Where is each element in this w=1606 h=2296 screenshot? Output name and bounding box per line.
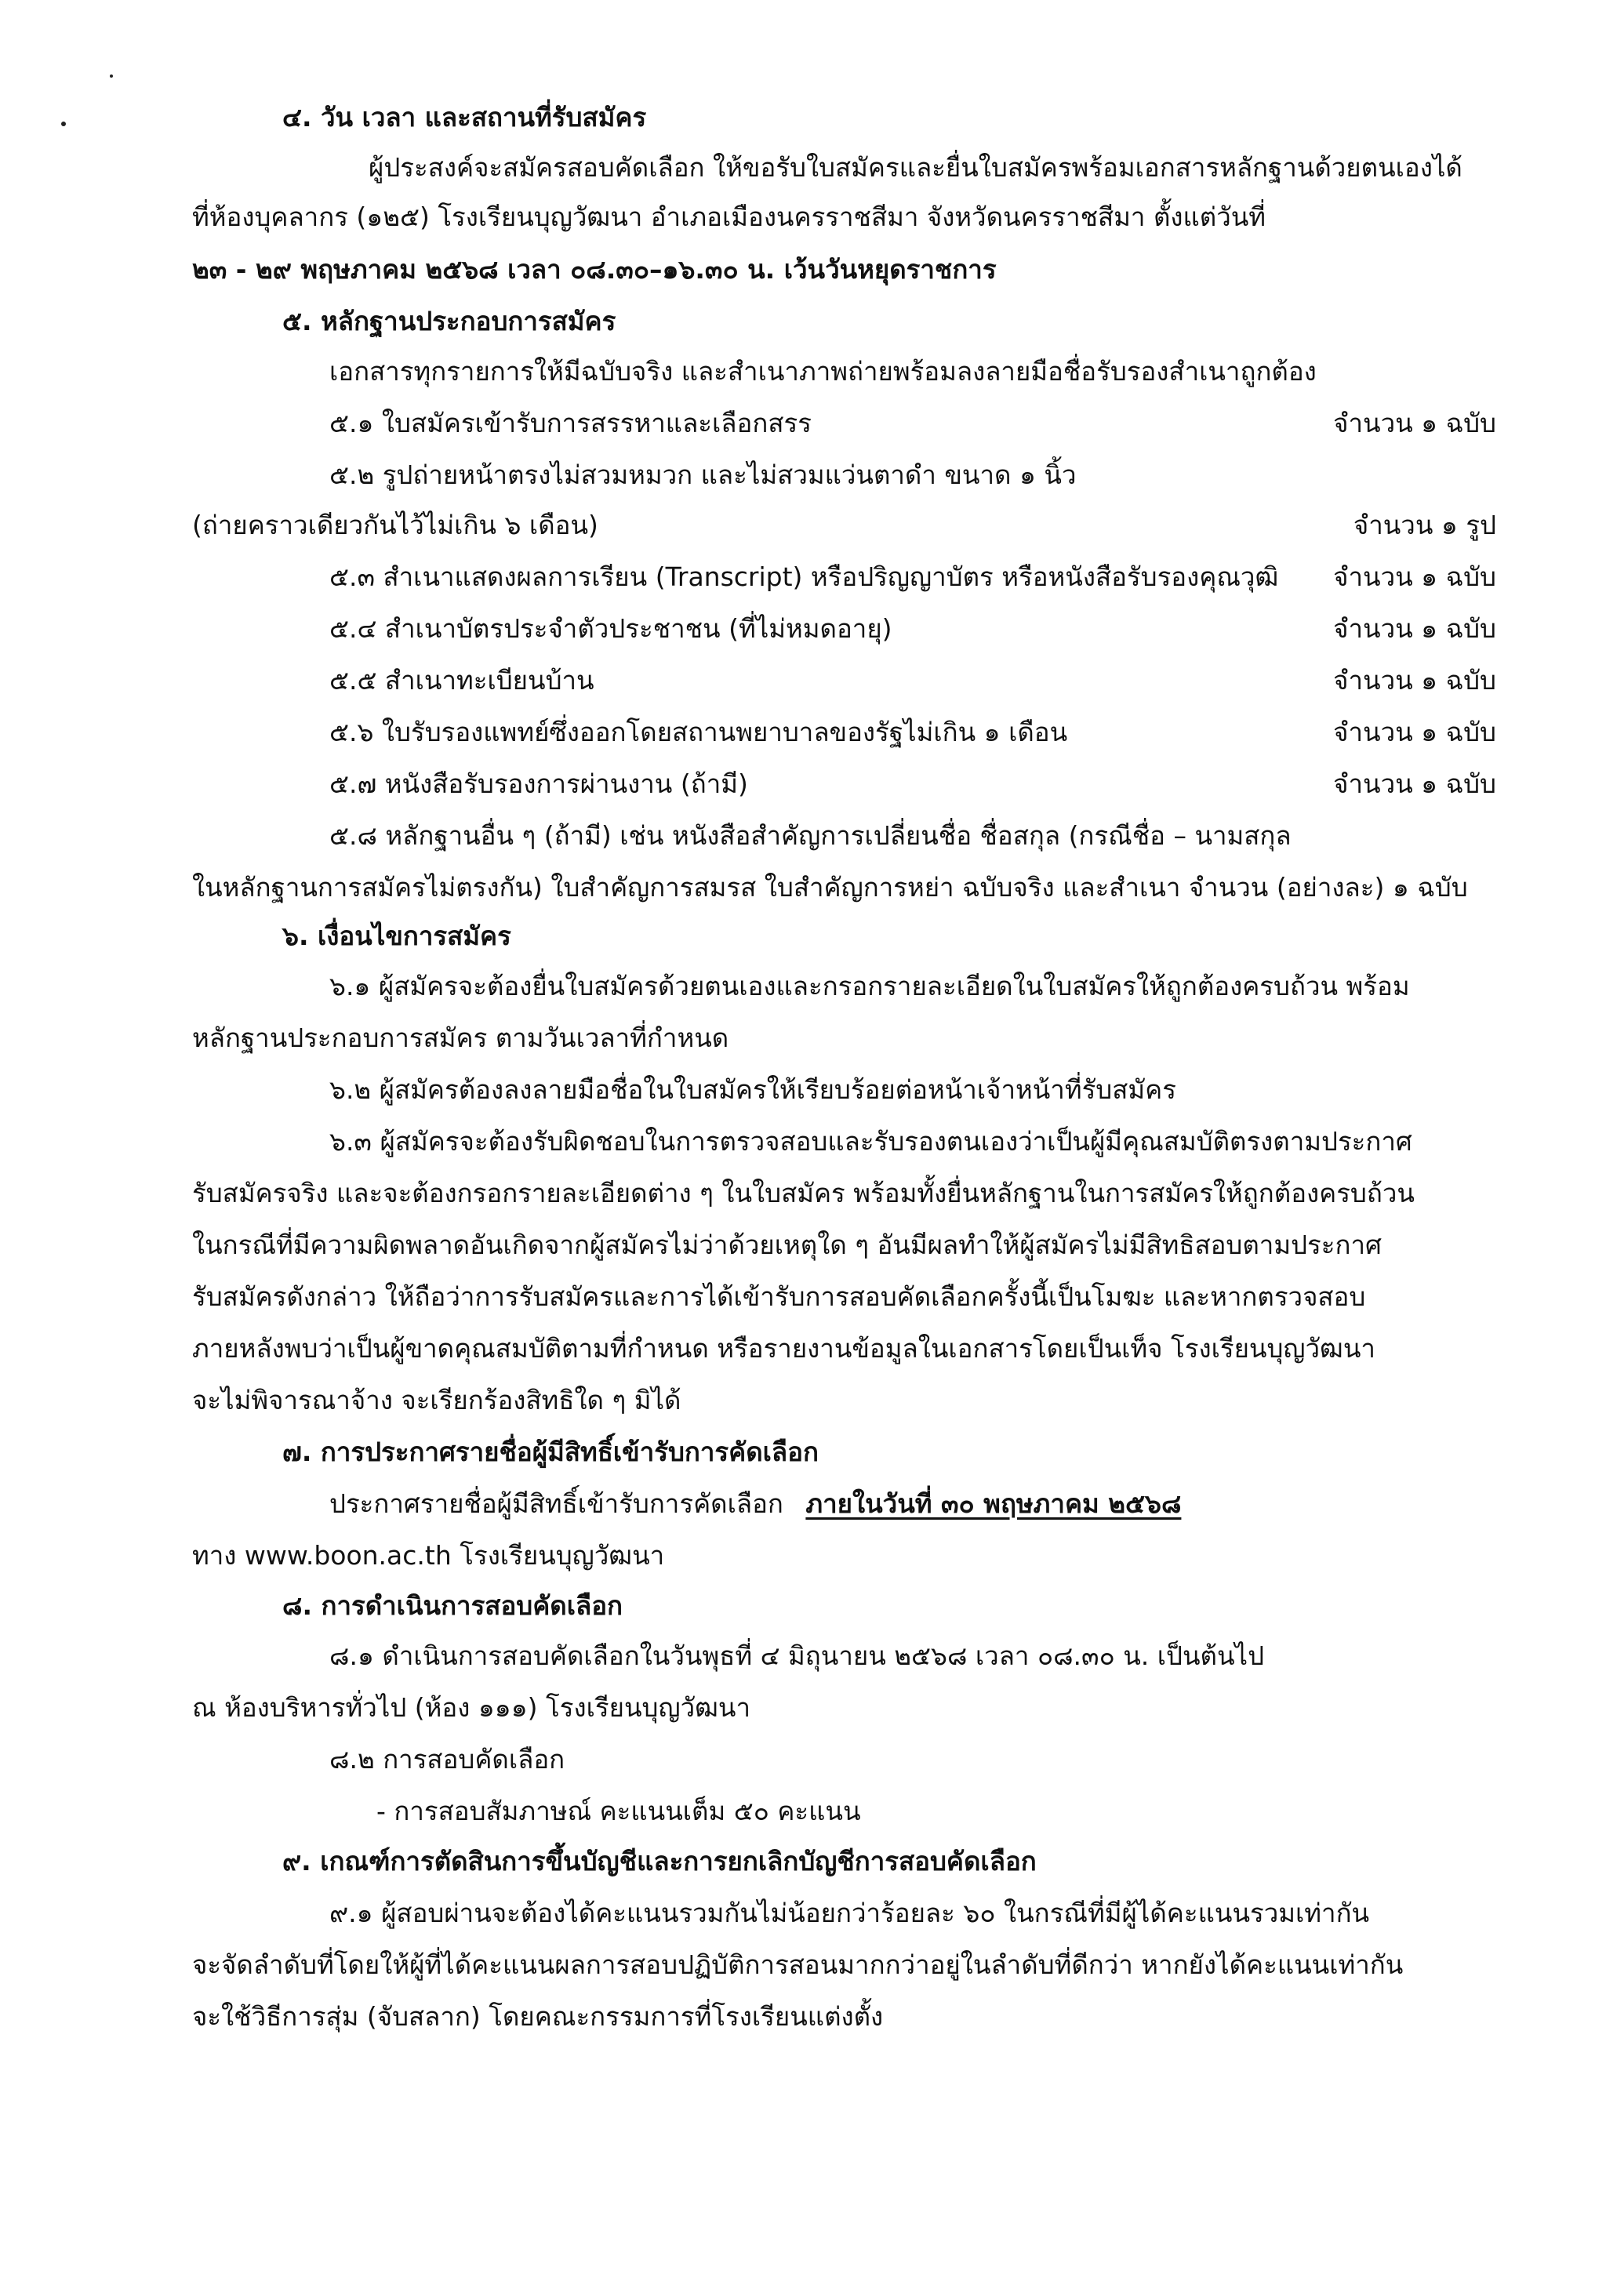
document-item: ๕.๔ สำเนาบัตรประจำตัวประชาชน (ที่ไม่หมดอายุ) bbox=[329, 613, 892, 644]
section-6-heading: ๖. เงื่อนไขการสมัคร bbox=[282, 921, 511, 951]
item-quantity: จำนวน ๑ ฉบับ bbox=[1333, 561, 1496, 592]
section-4-heading: ๔. วัน เวลา และสถานที่รับสมัคร bbox=[282, 102, 647, 133]
section-6-line: รับสมัครจริง และจะต้องกรอกรายละเอียดต่าง ๆ ในใบสมัคร พร้อมทั้งยื่นหลักฐานในการสมัครให้ถูกต้องครบถ้วน bbox=[192, 1178, 1415, 1208]
announcement-date: ภายในวันที่ ๓๐ พฤษภาคม ๒๕๖๘ bbox=[805, 1488, 1182, 1519]
document-item: ในหลักฐานการสมัครไม่ตรงกัน) ใบสำคัญการสมรส ใบสำคัญการหย่า ฉบับจริง และสำเนา จำนวน (อย่างละ) ๑ ฉบับ bbox=[192, 872, 1468, 903]
section-6-line: ๖.๒ ผู้สมัครต้องลงลายมือชื่อในใบสมัครให้เรียบร้อยต่อหน้าเจ้าหน้าที่รับสมัคร bbox=[329, 1074, 1176, 1105]
section-5-intro: เอกสารทุกรายการให้มีฉบับจริง และสำเนาภาพถ่ายพร้อมลงลายมือชื่อรับรองสำเนาถูกต้อง bbox=[329, 356, 1317, 387]
section-4-line: ผู้ประสงค์จะสมัครสอบคัดเลือก ให้ขอรับใบสมัครและยื่นใบสมัครพร้อมเอกสารหลักฐานด้วยตนเองได้ bbox=[369, 152, 1462, 183]
document-item: ๕.๒ รูปถ่ายหน้าตรงไม่สวมหมวก และไม่สวมแว่นตาดำ ขนาด ๑ นิ้ว bbox=[329, 460, 1077, 490]
document-item: ๕.๘ หลักฐานอื่น ๆ (ถ้ามี) เช่น หนังสือสำคัญการเปลี่ยนชื่อ ชื่อสกุล (กรณีชื่อ – นามสกุล bbox=[329, 820, 1292, 851]
item-quantity: จำนวน ๑ ฉบับ bbox=[1333, 665, 1496, 696]
scan-speck bbox=[110, 74, 113, 78]
section-6-line: จะไม่พิจารณาจ้าง จะเรียกร้องสิทธิใด ๆ มิได้ bbox=[192, 1385, 681, 1415]
section-5-heading: ๕. หลักฐานประกอบการสมัคร bbox=[282, 306, 616, 336]
item-quantity: จำนวน ๑ ฉบับ bbox=[1333, 408, 1496, 438]
document-item: ๕.๑ ใบสมัครเข้ารับการสรรหาและเลือกสรร bbox=[329, 408, 812, 438]
section-6-line: ในกรณีที่มีความผิดพลาดอันเกิดจากผู้สมัครไม่ว่าด้วยเหตุใด ๆ อันมีผลทำให้ผู้สมัครไม่มีสิทธิสอบตามประกาศ bbox=[192, 1230, 1382, 1260]
section-7-line bbox=[329, 1487, 1181, 1521]
section-6-line: ภายหลังพบว่าเป็นผู้ขาดคุณสมบัติตามที่กำหนด หรือรายงานข้อมูลในเอกสารโดยเป็นเท็จ โรงเรียนบุญวัฒนา bbox=[192, 1333, 1375, 1364]
document-item: ๕.๖ ใบรับรองแพทย์ซึ่งออกโดยสถานพยาบาลของรัฐไม่เกิน ๑ เดือน bbox=[329, 717, 1068, 747]
document-item: ๕.๕ สำเนาทะเบียนบ้าน bbox=[329, 665, 594, 696]
document-item: (ถ่ายคราวเดียวกันไว้ไม่เกิน ๖ เดือน) bbox=[192, 510, 598, 540]
section-8-line: ๘.๑ ดำเนินการสอบคัดเลือกในวันพุธที่ ๔ มิถุนายน ๒๕๖๘ เวลา ๐๘.๓๐ น. เป็นต้นไป bbox=[329, 1640, 1265, 1671]
section-6-line: รับสมัครดังกล่าว ให้ถือว่าการรับสมัครและการได้เข้ารับการสอบคัดเลือกครั้งนี้เป็นโมฆะ และหากตรวจสอบ bbox=[192, 1281, 1366, 1312]
scan-speck bbox=[61, 122, 66, 126]
section-9-heading: ๙. เกณฑ์การตัดสินการขึ้นบัญชีและการยกเลิกบัญชีการสอบคัดเลือก bbox=[282, 1846, 1037, 1876]
section-9-line: จะจัดลำดับที่โดยให้ผู้ที่ได้คะแนนผลการสอบปฏิบัติการสอนมากกว่าอยู่ในลำดับที่ดีกว่า หากยังได้คะแนนเท่ากัน bbox=[192, 1949, 1404, 1980]
document-item: ๕.๗ หนังสือรับรองการผ่านงาน (ถ้ามี) bbox=[329, 768, 748, 799]
section-8-line: - การสอบสัมภาษณ์ คะแนนเต็ม ๕๐ คะแนน bbox=[376, 1796, 861, 1826]
item-quantity: จำนวน ๑ รูป bbox=[1353, 510, 1496, 540]
section-9-line: ๙.๑ ผู้สอบผ่านจะต้องได้คะแนนรวมกันไม่น้อยกว่าร้อยละ ๖๐ ในกรณีที่มีผู้ได้คะแนนรวมเท่ากัน bbox=[329, 1898, 1370, 1928]
website-line: ทาง www.boon.ac.th โรงเรียนบุญวัฒนา bbox=[192, 1540, 665, 1571]
section-6-line: ๖.๓ ผู้สมัครจะต้องรับผิดชอบในการตรวจสอบและรับรองตนเองว่าเป็นผู้มีคุณสมบัติตรงตามประกาศ bbox=[329, 1126, 1412, 1157]
section-4-line: ที่ห้องบุคลากร (๑๒๕) โรงเรียนบุญวัฒนา อำเภอเมืองนครราชสีมา จังหวัดนครราชสีมา ตั้งแต่วันที่ bbox=[192, 202, 1266, 232]
item-quantity: จำนวน ๑ ฉบับ bbox=[1333, 768, 1496, 799]
section-8-line: ณ ห้องบริหารทั่วไป (ห้อง ๑๑๑) โรงเรียนบุญวัฒนา bbox=[192, 1692, 750, 1723]
item-quantity: จำนวน ๑ ฉบับ bbox=[1333, 613, 1496, 644]
document-item: ๕.๓ สำเนาแสดงผลการเรียน (Transcript) หรือปริญญาบัตร หรือหนังสือรับรองคุณวุฒิ bbox=[329, 561, 1279, 592]
section-6-line: ๖.๑ ผู้สมัครจะต้องยื่นใบสมัครด้วยตนเองและกรอกรายละเอียดในใบสมัครให้ถูกต้องครบถ้วน พร้อม bbox=[329, 971, 1410, 1001]
section-6-line: หลักฐานประกอบการสมัคร ตามวันเวลาที่กำหนด bbox=[192, 1023, 729, 1053]
section-8-heading: ๘. การดำเนินการสอบคัดเลือก bbox=[282, 1590, 623, 1621]
section-7-text: ประกาศรายชื่อผู้มีสิทธิ์เข้ารับการคัดเลือก bbox=[329, 1488, 783, 1519]
section-8-line: ๘.๒ การสอบคัดเลือก bbox=[329, 1744, 565, 1775]
section-7-heading: ๗. การประกาศรายชื่อผู้มีสิทธิ์เข้ารับการคัดเลือก bbox=[282, 1437, 819, 1467]
section-4-line: ๒๓ - ๒๙ พฤษภาคม ๒๕๖๘ เวลา ๐๘.๓๐–๑๖.๓๐ น. เว้นวันหยุดราชการ bbox=[192, 254, 997, 285]
section-9-line: จะใช้วิธีการสุ่ม (จับสลาก) โดยคณะกรรมการที่โรงเรียนแต่งตั้ง bbox=[192, 2001, 884, 2032]
item-quantity: จำนวน ๑ ฉบับ bbox=[1333, 717, 1496, 747]
